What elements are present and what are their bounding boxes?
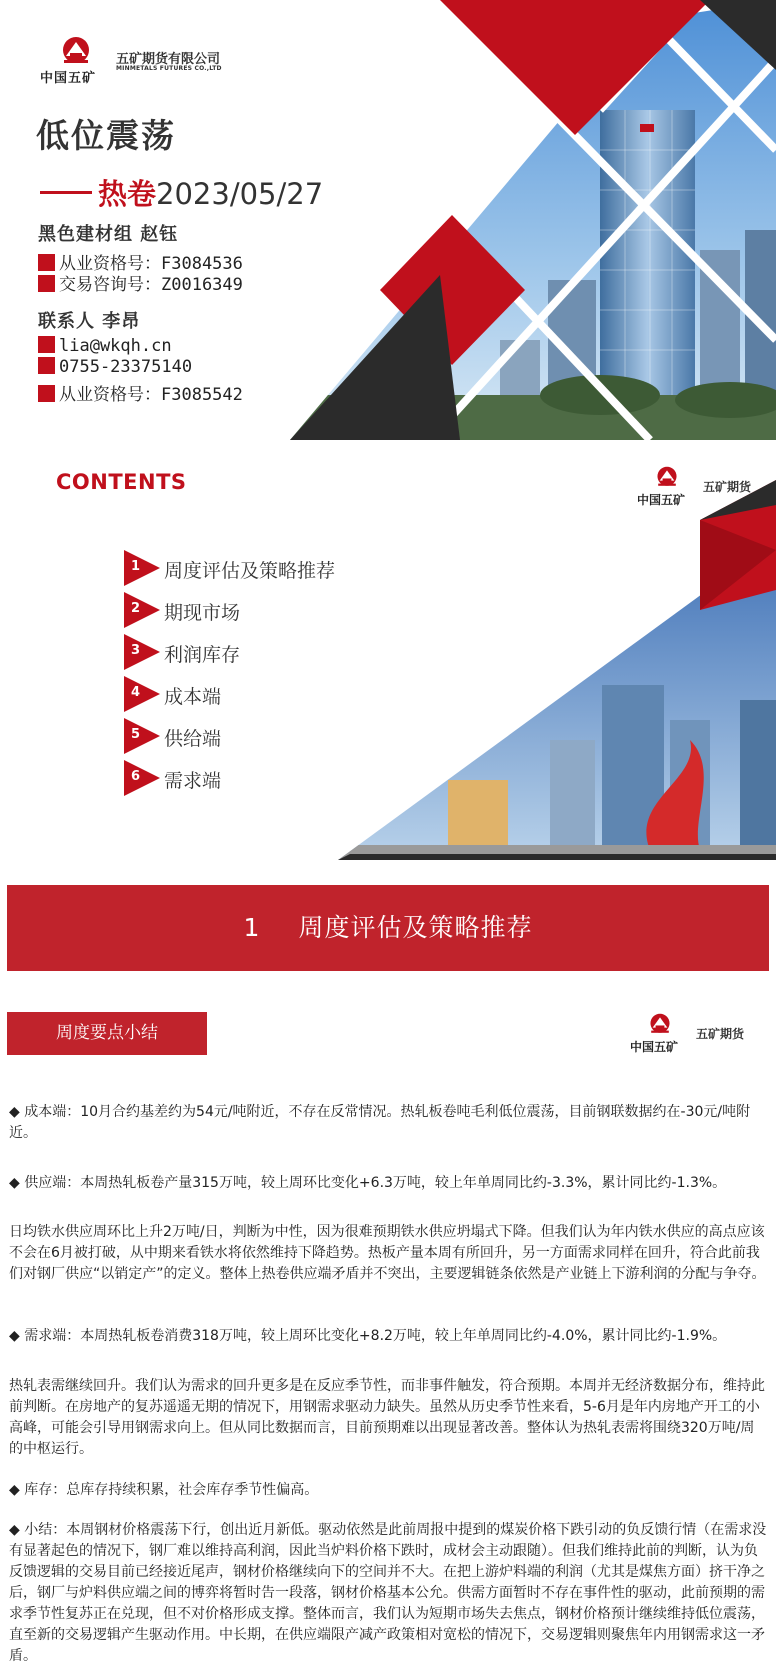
toc-item-4[interactable]: 4 成本端 <box>124 676 464 712</box>
bullet-square-icon <box>38 275 55 292</box>
summary-cost-paragraph: ◆ 成本端：10月合约基差约为54元/吨附近，不存在反常情况。热轧板卷吨毛利低位震荡，目前钢联数据约在-30元/吨附近。 <box>9 1104 751 1141</box>
toc-item-label: 利润库存 <box>164 644 241 666</box>
subtitle-dash <box>40 191 92 194</box>
toc-item-label: 需求端 <box>164 770 222 792</box>
section-number: 1 <box>243 913 261 942</box>
cover-logo <box>38 36 238 92</box>
toc-item-label: 期现市场 <box>164 602 241 624</box>
toc-item-3[interactable]: 3 利润库存 <box>124 634 464 670</box>
toc-item-1[interactable]: 1 周度评估及策略推荐 <box>124 550 464 586</box>
report-title: 低位震荡 <box>36 116 176 155</box>
toc-item-5[interactable]: 5 供给端 <box>124 718 464 754</box>
cover-section <box>0 0 776 440</box>
minmetals-logo-icon <box>648 1013 672 1035</box>
contact-cert-line: 从业资格号：F3085542 <box>38 380 243 405</box>
toc-item-2[interactable]: 2 期现市场 <box>124 592 464 628</box>
summary-supply-body: 日均铁水供应周环比上升2万吨/日，判断为中性，因为很难预期铁水供应坍塌式下降。但我们认为年内铁水供应的高点应该不会在6月被打破，从中期来看铁水将依然维持下降趋势。热板产量本周有所回升，另一方面需求同样在回升，符合此前我们对钢厂供应“以销定产”的定义。整体上热卷供应端矛盾并不突出，主要逻辑链条依然是产业链上下游利润的分配与争夺。 <box>9 1224 766 1282</box>
bullet-square-icon <box>38 336 55 353</box>
toc-number-badge <box>124 592 160 628</box>
logo-company-name: 五矿期货 <box>703 480 752 494</box>
contact-email: lia@wkqh.cn <box>38 336 172 356</box>
contact-phone: 0755-23375140 <box>38 357 192 377</box>
contents-heading: CONTENTS <box>56 470 187 494</box>
summary-tab: 周度要点小结 <box>7 1012 207 1055</box>
subtitle-product: 热卷 <box>98 177 157 211</box>
summary-supply-heading: ◆ 供应端：本周热轧板卷产量315万吨，较上周环比变化+6.3万吨，较上年单周同比约-3.3%，累计同比约-1.3%。 <box>9 1175 727 1191</box>
logo-group-name: 中国五矿 <box>630 1040 679 1054</box>
toc-item-label: 供给端 <box>164 728 222 750</box>
bullet-square-icon <box>38 385 55 402</box>
analyst-cert-line: 从业资格号：F3084536 <box>38 249 243 274</box>
toc-item-label: 成本端 <box>164 686 222 708</box>
section-banner <box>7 885 769 971</box>
toc-number-badge <box>124 718 160 754</box>
section-title-text: 周度评估及策略推荐 <box>298 913 533 942</box>
contents-section <box>0 440 776 870</box>
toc-number-badge <box>124 676 160 712</box>
bullet-square-icon <box>38 254 55 271</box>
toc-number-badge <box>124 760 160 796</box>
summary-demand-heading: ◆ 需求端：本周热轧板卷消费318万吨，较上周环比变化+8.2万吨，较上年单周同比约-4.0%，累计同比约-1.9%。 <box>9 1328 727 1344</box>
summary-conclusion-paragraph: ◆ 小结：本周钢材价格震荡下行，创出近月新低。驱动依然是此前周报中提到的煤炭价格下跌引动的负反馈行情（在需求没有显著起色的情况下，钢厂难以维持高利润，因此当炉料价格下跌时，成材会主动跟随）。但我们维持此前的判断，认为负反馈逻辑的交易目前已经接近尾声，钢材价格继续向下的空间并不大。在把上游炉料端的利润（尤其是煤焦方面）挤干净之后，钢厂与炉料供应端之间的博弈将暂时告一段落，钢材价格基本公允。供需方面暂时不存在事件性的驱动，此前预期的需求季节性复苏正在兑现，但不对价格形成支撑。整体而言，我们认为短期市场失去焦点，钢材价格预计继续维持低位震荡，直至新的交易逻辑产生驱动作用。中长期，在供应端限产减产政策相对宽松的情况下，交易逻辑则聚焦年内用钢需求这一矛盾。 <box>9 1522 767 1664</box>
author-group: 黑色建材组 赵钰 <box>38 224 179 245</box>
report-subtitle <box>40 172 323 213</box>
contact-person: 联系人 李昂 <box>38 311 141 332</box>
subtitle-date: 2023/05/27 <box>156 177 324 211</box>
logo-group-name: 中国五矿 <box>637 493 686 507</box>
summary-inventory-paragraph: ◆ 库存：总库存持续积累，社会库存季节性偏高。 <box>9 1482 319 1498</box>
logo-group-name: 中国五矿 <box>40 71 97 86</box>
summary-demand-body: 热轧表需继续回升。我们认为需求的回升更多是在反应季节性，而非事件触发，符合预期。本周并无经济数据分布，维持此前判断。在房地产的复苏遥遥无期的情况下，用钢需求驱动力缺失。虽然从历史季节性来看，5-6月是年内房地产开工的小高峰，可能会引导用钢需求向上。但从同比数据而言，目前预期难以出现显著改善。整体认为热轧表需将围绕320万吨/周的中枢运行。 <box>9 1378 765 1457</box>
bullet-square-icon <box>38 357 55 374</box>
toc-item-label: 周度评估及策略推荐 <box>164 560 336 582</box>
logo-company-english: MINMETALS FUTURES CO.,LTD <box>116 65 222 72</box>
logo-company-name: 五矿期货 <box>696 1027 745 1041</box>
toc-number-badge <box>124 550 160 586</box>
analyst-advisory-line: 交易咨询号：Z0016349 <box>38 270 243 295</box>
toc-item-6[interactable]: 6 需求端 <box>124 760 464 796</box>
logo-company-name: 五矿期货有限公司 <box>116 52 221 67</box>
summary-logo <box>630 1013 770 1057</box>
section-title <box>7 885 769 971</box>
toc-number-badge <box>124 634 160 670</box>
minmetals-logo-icon <box>60 36 92 66</box>
